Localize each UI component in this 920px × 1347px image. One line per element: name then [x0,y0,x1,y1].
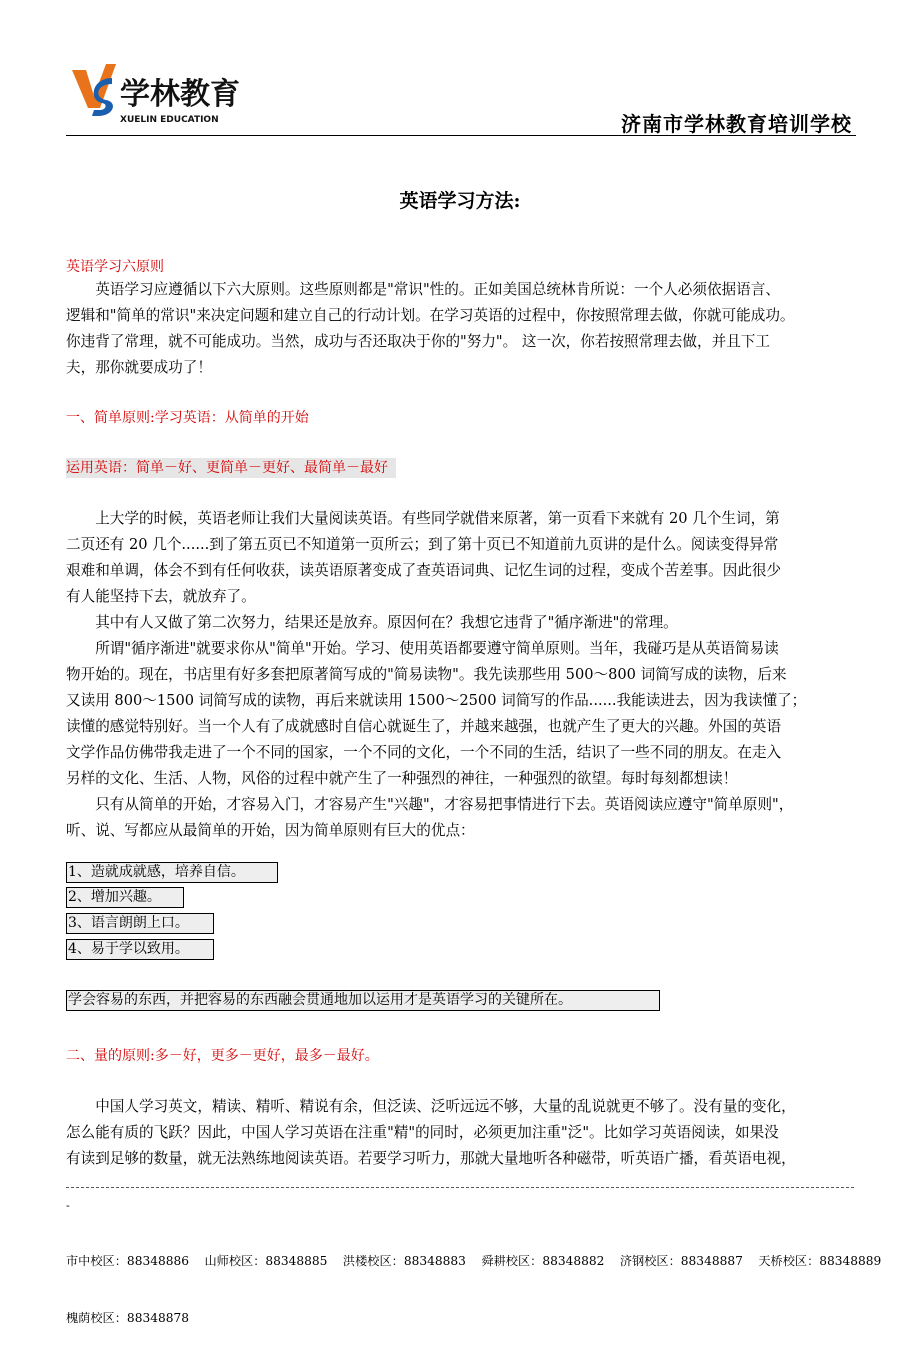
text-line: 二页还有 20 几个......到了第五页已不知道第一页所云；到了第十页已不知道前九页讲的是什么。阅读变得异常 [66,536,779,553]
key-sentence: 学会容易的东西，并把容易的东西融会贯通地加以运用才是英语学习的关键所在。 [66,990,660,1011]
school-name: 济南市学林教育培训学校 [621,112,852,136]
page-title: 英语学习方法: [399,190,521,212]
text-line: 怎么能有质的飞跃？因此，中国人学习英语在注重"精"的同时，必须更加注重"泛"。比如学习英语阅读，如果没 [66,1124,779,1141]
text-line: 其中有人又做了第二次努力，结果还是放弃。原因何在？我想它违背了"循序渐进"的常理。 [95,614,678,631]
footer-campus-phones [66,1214,906,1347]
section2-heading: 二、量的原则:多－好，更多－更好，最多－最好。 [66,1048,379,1064]
footer-divider [66,1187,854,1188]
text-line: 又读用 800～1500 词简写成的读物，再后来就读用 1500～2500 词简写的作品......我能读进去，因为我读懂了； [66,692,807,709]
list-item: 1、造就成就感，培养自信。 [66,862,278,883]
list-item: 3、语言朗朗上口。 [66,913,214,934]
text-line: 逻辑和"简单的常识"来决定问题和建立自己的行动计划。在学习英语的过程中，你按照常理去做，你就可能成功。 [66,307,795,324]
text-line: 另样的文化、生活、人物，风俗的过程中就产生了一种强烈的神往，一种强烈的欲望。每时每刻都想读！ [66,770,738,787]
intro-heading: 英语学习六原则 [66,259,164,275]
logo-subtext: XUELIN EDUCATION [120,115,219,125]
footer-line: 槐荫校区：88348878 [66,1311,189,1325]
text-line: 中国人学习英文，精读、精听、精说有余，但泛读、泛听远远不够，大量的乱说就更不够了。没有量的变化， [95,1098,796,1115]
intro-paragraph [66,277,854,381]
section1-subheading: 运用英语：简单－好、更简单－更好、最简单－最好 [66,457,396,477]
section1-paragraph [66,506,854,844]
text-line: 读懂的感觉特别好。当一个人有了成就感时自信心就诞生了，并越来越强，也就产生了更大的兴趣。外国的英语 [66,718,782,735]
school-logo [72,62,247,128]
text-line: 有读到足够的数量，就无法熟练地阅读英语。若要学习听力，那就大量地听各种磁带，听英语广播，看英语电视， [66,1150,796,1167]
list-item: 4、易于学以致用。 [66,939,214,960]
section2-paragraph [66,1094,854,1172]
text-line: 物开始的。现在，书店里有好多套把原著简写成的"简易读物"。我先读那些用 500～800 词简写成的读物，后来 [66,666,787,683]
footer-dash: - [66,1199,70,1212]
text-line: 听、说、写都应从最简单的开始，因为简单原则有巨大的优点： [66,822,475,839]
header-divider [66,135,856,136]
text-line: 文学作品仿佛带我走进了一个不同的国家，一个不同的文化，一个不同的生活，结识了一些不同的朋友。在走入 [66,744,782,761]
list-item: 2、增加兴趣。 [66,887,184,908]
section1-heading: 一、简单原则:学习英语：从简单的开始 [66,410,309,426]
text-line: 上大学的时候，英语老师让我们大量阅读英语。有些同学就借来原著，第一页看下来就有 20 几个生词，第 [95,510,780,527]
text-line: 英语学习应遵循以下六大原则。这些原则都是"常识"性的。正如美国总统林肯所说：一个人必须依据语言、 [95,281,780,298]
text-line: 有人能坚持下去，就放弃了。 [66,588,256,605]
text-line: 只有从简单的开始，才容易入门，才容易产生"兴趣"，才容易把事情进行下去。英语阅读应遵守"简单原则"， [95,796,794,813]
footer-line: 市中校区：88348886 山师校区：88348885 洪楼校区：88348883 舜耕校区：88348882 济钢校区：88348887 天桥校区：88348889 [66,1254,882,1268]
text-line: 夫，那你就要成功了！ [66,359,212,376]
text-line: 所谓"循序渐进"就要求你从"简单"开始。学习、使用英语都要遵守简单原则。当年，我碰巧是从英语简易读 [95,640,779,657]
text-line: 艰难和单调，体会不到有任何收获，读英语原著变成了查英语词典、记忆生词的过程，变成个苦差事。因此很少 [66,562,782,579]
text-line: 你违背了常理，就不可能成功。当然，成功与否还取决于你的"努力"。 这一次，你若按照常理去做，并且下工 [66,333,770,350]
logo-text: 学林教育 [120,77,240,112]
